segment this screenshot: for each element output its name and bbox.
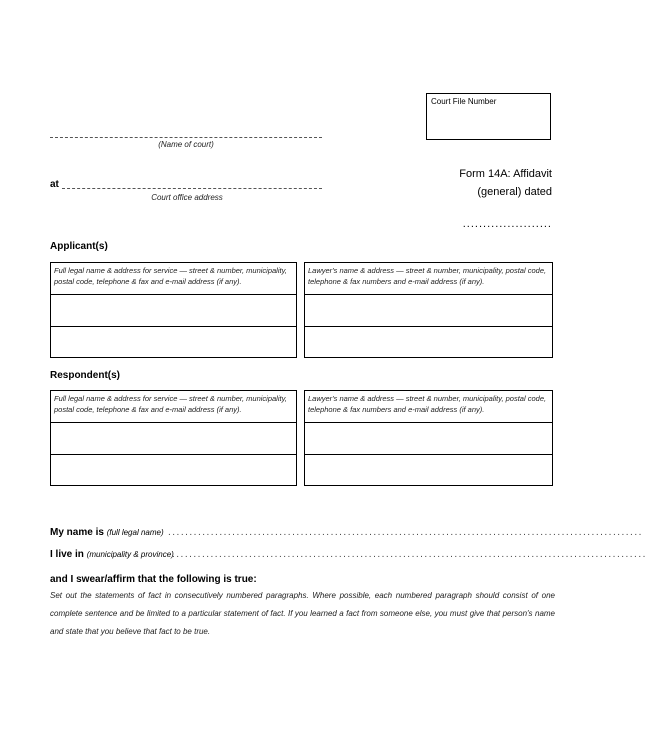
court-office-address-caption: Court office address xyxy=(151,193,223,202)
my-name-field[interactable]: ............................................................................................................... xyxy=(168,527,643,538)
dated-field[interactable]: ...................... xyxy=(462,218,552,230)
applicant-lawyer-line-2[interactable] xyxy=(305,327,552,357)
respondent-lawyer-label: Lawyer's name & address — street & number, municipality, postal code, telephone & fax numbers and e-mail address (if any). xyxy=(305,391,552,423)
form-title-line1: Form 14A: Affidavit xyxy=(459,168,552,180)
applicant-lawyer-box[interactable] xyxy=(304,262,553,358)
i-live-in-field[interactable]: ............................................................................................................... xyxy=(172,549,647,560)
at-label: at xyxy=(50,179,59,190)
court-office-address-line[interactable] xyxy=(62,178,322,189)
oath-instructions: Set out the statements of fact in consecutively numbered paragraphs. Where possible, each numbered paragraph should consist of one complete sentence and be limited to a particular statement of fact. If you learned a fact from someone else, you must give that person's name and state that you believe that fact to be true. xyxy=(50,591,555,636)
respondent-lawyer-box[interactable] xyxy=(304,390,553,486)
my-name-label: My name is xyxy=(50,527,104,538)
respondent-address-box[interactable] xyxy=(50,390,297,486)
respondent-address-line-1[interactable] xyxy=(51,423,296,455)
applicant-address-label: Full legal name & address for service — street & number, municipality, postal code, telephone & fax and e-mail address (if any). xyxy=(51,263,296,295)
form-title xyxy=(392,165,552,201)
my-name-row xyxy=(50,527,164,538)
respondent-lawyer-line-2[interactable] xyxy=(305,455,552,485)
respondent-lawyer-line-1[interactable] xyxy=(305,423,552,455)
name-of-court-line[interactable] xyxy=(50,127,322,138)
applicant-lawyer-line-1[interactable] xyxy=(305,295,552,327)
name-of-court-caption: (Name of court) xyxy=(158,140,214,149)
i-live-in-hint: (municipality & province) xyxy=(86,550,174,559)
i-live-in-row xyxy=(50,549,174,560)
applicant-lawyer-label: Lawyer's name & address — street & number, municipality, postal code, telephone & fax numbers and e-mail address (if any). xyxy=(305,263,552,295)
applicants-heading: Applicant(s) xyxy=(50,241,108,252)
applicant-address-line-2[interactable] xyxy=(51,327,296,357)
respondent-address-label: Full legal name & address for service — street & number, municipality, postal code, telephone & fax and e-mail address (if any). xyxy=(51,391,296,423)
court-file-number-box[interactable] xyxy=(426,93,551,140)
respondent-address-line-2[interactable] xyxy=(51,455,296,485)
applicant-address-box[interactable] xyxy=(50,262,297,358)
form-title-line2: (general) dated xyxy=(477,186,552,198)
applicant-address-line-1[interactable] xyxy=(51,295,296,327)
oath-heading: and I swear/affirm that the following is true: xyxy=(50,574,257,585)
court-file-number-label: Court File Number xyxy=(431,97,497,106)
i-live-in-label: I live in xyxy=(50,549,84,560)
my-name-hint: (full legal name) xyxy=(106,528,164,537)
respondents-heading: Respondent(s) xyxy=(50,370,120,381)
